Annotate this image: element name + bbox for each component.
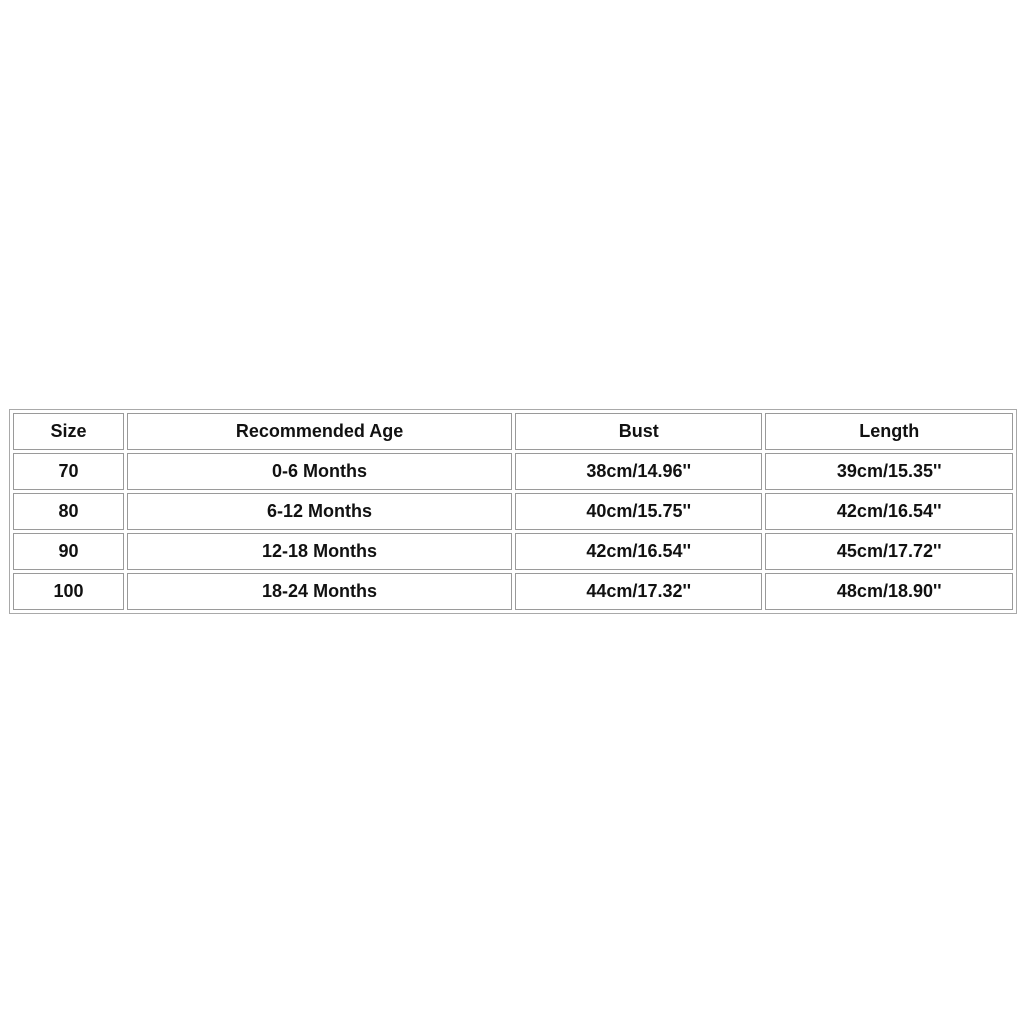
- cell-size: 80: [13, 493, 124, 530]
- table-row: [13, 533, 1013, 570]
- cell-length: 39cm/15.35'': [765, 453, 1013, 490]
- table-row: [13, 453, 1013, 490]
- cell-bust: 40cm/15.75'': [515, 493, 762, 530]
- cell-age: 12-18 Months: [127, 533, 512, 570]
- header-recommended-age: Recommended Age: [127, 413, 512, 450]
- cell-age: 0-6 Months: [127, 453, 512, 490]
- cell-bust: 38cm/14.96'': [515, 453, 762, 490]
- header-size: Size: [13, 413, 124, 450]
- size-chart-table: [9, 409, 1017, 614]
- header-bust: Bust: [515, 413, 762, 450]
- header-length: Length: [765, 413, 1013, 450]
- table-row: [13, 573, 1013, 610]
- cell-length: 42cm/16.54'': [765, 493, 1013, 530]
- cell-length: 48cm/18.90'': [765, 573, 1013, 610]
- cell-age: 18-24 Months: [127, 573, 512, 610]
- cell-size: 90: [13, 533, 124, 570]
- cell-size: 70: [13, 453, 124, 490]
- cell-age: 6-12 Months: [127, 493, 512, 530]
- cell-bust: 42cm/16.54'': [515, 533, 762, 570]
- table-header-row: [13, 413, 1013, 450]
- table-row: [13, 493, 1013, 530]
- cell-length: 45cm/17.72'': [765, 533, 1013, 570]
- cell-size: 100: [13, 573, 124, 610]
- cell-bust: 44cm/17.32'': [515, 573, 762, 610]
